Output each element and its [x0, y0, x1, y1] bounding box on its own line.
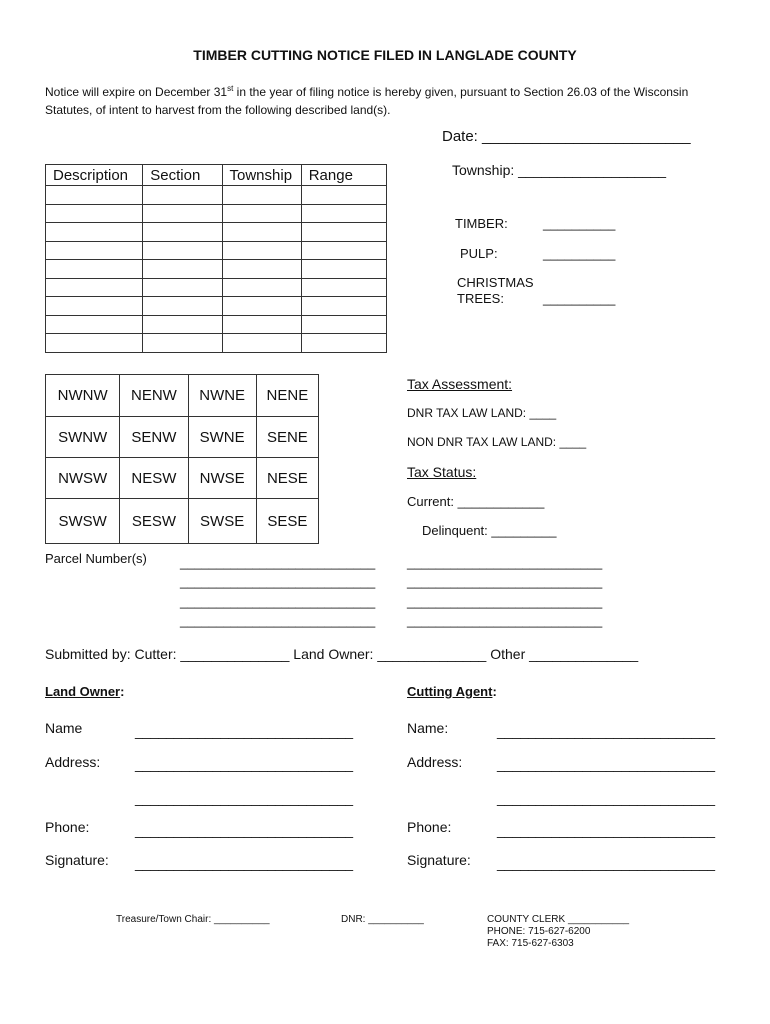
submitted-by-line[interactable]: Submitted by: Cutter: ______________ Land Owner: ______________ Other ______________ — [45, 646, 639, 662]
column-header: Township — [222, 165, 301, 186]
parcel-line[interactable]: ___________________________ — [407, 613, 603, 628]
owner-signature-label: Signature: — [45, 852, 109, 868]
owner-address-line[interactable]: ____________________________ — [135, 756, 354, 772]
grid-row — [46, 458, 319, 499]
table-row[interactable] — [46, 315, 387, 334]
christmas-trees-blank[interactable]: __________ — [543, 291, 616, 306]
agent-signature-label: Signature: — [407, 852, 471, 868]
table-cell[interactable] — [46, 260, 143, 279]
table-cell[interactable] — [222, 223, 301, 242]
table-row[interactable] — [46, 223, 387, 242]
land-description-table — [45, 164, 387, 353]
quarter-cell[interactable]: SWSW — [46, 499, 120, 544]
quarter-cell[interactable]: NESW — [120, 458, 188, 499]
table-cell[interactable] — [46, 334, 143, 353]
table-cell[interactable] — [46, 241, 143, 260]
table-cell[interactable] — [46, 315, 143, 334]
table-cell[interactable] — [46, 204, 143, 223]
table-row[interactable] — [46, 278, 387, 297]
table-cell[interactable] — [301, 260, 386, 279]
table-cell[interactable] — [143, 334, 222, 353]
grid-row — [46, 375, 319, 417]
table-cell[interactable] — [46, 223, 143, 242]
current-field[interactable]: Current: ____________ — [407, 494, 545, 509]
quarter-cell[interactable]: NESE — [256, 458, 318, 499]
quarter-cell[interactable]: SWSE — [188, 499, 256, 544]
table-row[interactable] — [46, 241, 387, 260]
date-field[interactable]: Date: _________________________ — [442, 128, 691, 145]
table-row[interactable] — [46, 297, 387, 316]
quarter-cell[interactable]: SENW — [120, 417, 188, 458]
timber-blank[interactable]: __________ — [543, 216, 616, 231]
land-owner-heading — [45, 684, 124, 699]
quarter-section-grid — [45, 374, 319, 544]
table-row[interactable] — [46, 260, 387, 279]
intro-text-start: Notice will expire on December 31 — [45, 85, 228, 99]
quarter-cell[interactable]: SESW — [120, 499, 188, 544]
agent-name-line[interactable]: ____________________________ — [497, 723, 716, 739]
table-row[interactable] — [46, 204, 387, 223]
owner-phone-label: Phone: — [45, 819, 90, 835]
table-cell[interactable] — [46, 297, 143, 316]
table-cell[interactable] — [143, 186, 222, 205]
agent-name-label: Name: — [407, 720, 449, 736]
parcel-line[interactable]: ___________________________ — [180, 594, 376, 609]
agent-address-line-2[interactable]: ____________________________ — [497, 790, 716, 806]
parcel-line[interactable]: ___________________________ — [180, 574, 376, 589]
table-cell[interactable] — [301, 204, 386, 223]
owner-address-line-2[interactable]: ____________________________ — [135, 790, 354, 806]
table-cell[interactable] — [301, 278, 386, 297]
table-cell[interactable] — [222, 241, 301, 260]
table-cell[interactable] — [143, 260, 222, 279]
table-row[interactable] — [46, 186, 387, 205]
owner-name-line[interactable]: ____________________________ — [135, 723, 354, 739]
intro-paragraph — [45, 80, 725, 119]
quarter-cell[interactable]: SWNW — [46, 417, 120, 458]
column-header: Range — [301, 165, 386, 186]
agent-address-label: Address: — [407, 754, 463, 770]
non-dnr-tax-law-land-field[interactable]: NON DNR TAX LAW LAND: ____ — [407, 435, 587, 449]
table-cell[interactable] — [143, 204, 222, 223]
table-cell[interactable] — [301, 241, 386, 260]
pulp-blank[interactable]: __________ — [543, 246, 616, 261]
table-cell[interactable] — [46, 278, 143, 297]
tax-assessment-heading: Tax Assessment: — [407, 376, 513, 392]
township-field[interactable]: Township: ___________________ — [452, 162, 667, 178]
table-row[interactable] — [46, 334, 387, 353]
parcel-line[interactable]: ___________________________ — [407, 574, 603, 589]
treasure-town-chair-field[interactable]: Treasure/Town Chair: __________ — [116, 914, 270, 925]
parcel-line[interactable]: ___________________________ — [407, 594, 603, 609]
quarter-cell[interactable]: NENE — [256, 375, 318, 417]
cutting-agent-heading-colon: : — [492, 684, 497, 699]
christmas-label: CHRISTMAS — [457, 275, 534, 290]
pulp-label: PULP: — [460, 246, 498, 261]
quarter-cell[interactable]: SWNE — [188, 417, 256, 458]
table-cell[interactable] — [301, 223, 386, 242]
column-header: Section — [143, 165, 222, 186]
grid-row — [46, 417, 319, 458]
parcel-label: Parcel Number(s) — [45, 551, 147, 566]
parcel-line[interactable]: ___________________________ — [407, 555, 603, 570]
table-header-row — [46, 165, 387, 186]
quarter-cell[interactable]: SENE — [256, 417, 318, 458]
table-cell[interactable] — [222, 260, 301, 279]
delinquent-field[interactable]: Delinquent: _________ — [422, 523, 557, 538]
table-cell[interactable] — [222, 204, 301, 223]
table-cell[interactable] — [143, 241, 222, 260]
intro-text-end: in the year of filing notice is hereby given, pursuant to Section 26.03 of the Wisconsin Statutes, of intent to harvest from the following described land(s). — [45, 85, 689, 117]
agent-address-line[interactable]: ____________________________ — [497, 756, 716, 772]
column-header: Description — [46, 165, 143, 186]
table-cell[interactable] — [222, 278, 301, 297]
quarter-cell[interactable]: NWSE — [188, 458, 256, 499]
table-cell[interactable] — [46, 186, 143, 205]
grid-row — [46, 499, 319, 544]
dnr-tax-law-land-field[interactable]: DNR TAX LAW LAND: ____ — [407, 406, 557, 420]
quarter-cell[interactable]: SESE — [256, 499, 318, 544]
table-cell[interactable] — [222, 297, 301, 316]
table-cell[interactable] — [143, 278, 222, 297]
quarter-cell[interactable]: NWNW — [46, 375, 120, 417]
timber-label: TIMBER: — [455, 216, 508, 231]
intro-superscript: st — [227, 84, 234, 93]
cutting-agent-heading-text: Cutting Agent — [407, 684, 493, 699]
quarter-cell[interactable]: NWNE — [188, 375, 256, 417]
clerk-phone: PHONE: 715-627-6200 — [487, 926, 591, 937]
quarter-cell[interactable]: NENW — [120, 375, 188, 417]
county-clerk-field[interactable]: COUNTY CLERK ___________ — [487, 914, 630, 925]
quarter-cell[interactable]: NWSW — [46, 458, 120, 499]
table-cell[interactable] — [143, 297, 222, 316]
table-cell[interactable] — [143, 315, 222, 334]
dnr-field[interactable]: DNR: __________ — [341, 914, 424, 925]
table-cell[interactable] — [222, 315, 301, 334]
table-cell[interactable] — [301, 297, 386, 316]
owner-name-label: Name — [45, 720, 83, 736]
clerk-fax: FAX: 715-627-6303 — [487, 938, 574, 949]
parcel-line[interactable]: ___________________________ — [180, 613, 376, 628]
form-title: TIMBER CUTTING NOTICE FILED IN LANGLADE COUNTY — [193, 47, 577, 63]
table-cell[interactable] — [301, 334, 386, 353]
land-owner-heading-text: Land Owner — [45, 684, 121, 699]
agent-phone-line[interactable]: ____________________________ — [497, 822, 716, 838]
agent-signature-line[interactable]: ____________________________ — [497, 855, 716, 871]
owner-phone-line[interactable]: ____________________________ — [135, 822, 354, 838]
tax-status-heading: Tax Status: — [407, 464, 477, 480]
owner-address-label: Address: — [45, 754, 101, 770]
parcel-line[interactable]: ___________________________ — [180, 555, 376, 570]
cutting-agent-heading — [407, 684, 497, 699]
agent-phone-label: Phone: — [407, 819, 452, 835]
table-cell[interactable] — [222, 186, 301, 205]
table-cell[interactable] — [143, 223, 222, 242]
owner-signature-line[interactable]: ____________________________ — [135, 855, 354, 871]
land-owner-heading-colon: : — [120, 684, 125, 699]
table-cell[interactable] — [301, 186, 386, 205]
trees-label: TREES: — [457, 291, 504, 306]
table-cell[interactable] — [222, 334, 301, 353]
table-cell[interactable] — [301, 315, 386, 334]
